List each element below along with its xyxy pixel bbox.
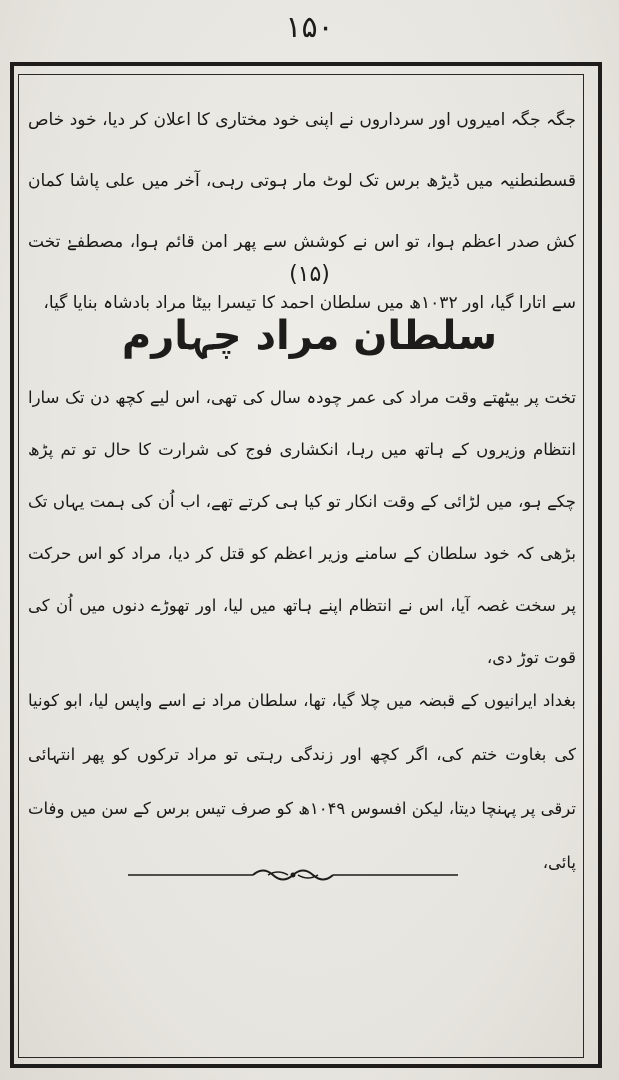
section-divider-ornament <box>128 864 458 886</box>
chapter-number: (۱۵) <box>289 262 330 287</box>
page-number: ۱۵۰ <box>285 10 334 45</box>
paragraph-baghdad: بغداد ایرانیوں کے قبضہ میں چلا گیا، تھا، سلطان مراد نے اسے واپس لیا، ابو کونیا کی بغاوت ختم کی، اگر کچھ اور زندگی رہتی تو مراد ترکوں کو پھر انتہائی ترقی پر پہنچا دیتا، لیکن افسوس ۱۰۴۹ھ کو صرف تیس برس کے سن میں وفات پائی، <box>28 691 576 872</box>
chapter-title: سلطان مراد چہارم <box>121 313 498 359</box>
paragraph-murad-accession: تخت پر بیٹھتے وقت مراد کی عمر چودہ سال کی تھی، اس لیے کچھ دن تک سارا انتظام وزیروں کے ہاتھ میں رہا، انکشاری فوج کی شرارت کا حال تو تم پڑھ چکے ہو، میں لڑائی کے وقت انکار تو کیا ہی کرتے تھے، اب اُن کی ہمت یہاں تک بڑھی کہ خود سلطان کے سامنے وزیر اعظم کو قتل کر دیا، مراد کو اس حرکت پر سخت غصہ آیا، اس نے انتظام اپنے ہاتھ میں لیا، اور تھوڑے دنوں میں اُن کی قوت توڑ دی، <box>28 388 576 667</box>
paragraph-opening: جگہ جگہ امیروں اور سرداروں نے اپنی خود مختاری کا اعلان کر دیا، خود خاص قسطنطنیہ میں ڈیڑھ برس تک لوٹ مار ہوتی رہی، آخر میں علی پاشا کمان کش صدر اعظم ہوا، تو اس نے کوشش سے پھر امن قائم ہوا، مصطفےٰ تخت سے اتارا گیا، اور ۱۰۳۲ھ میں سلطان احمد کا تیسرا بیٹا مراد بادشاہ بنایا گیا، <box>28 110 576 313</box>
